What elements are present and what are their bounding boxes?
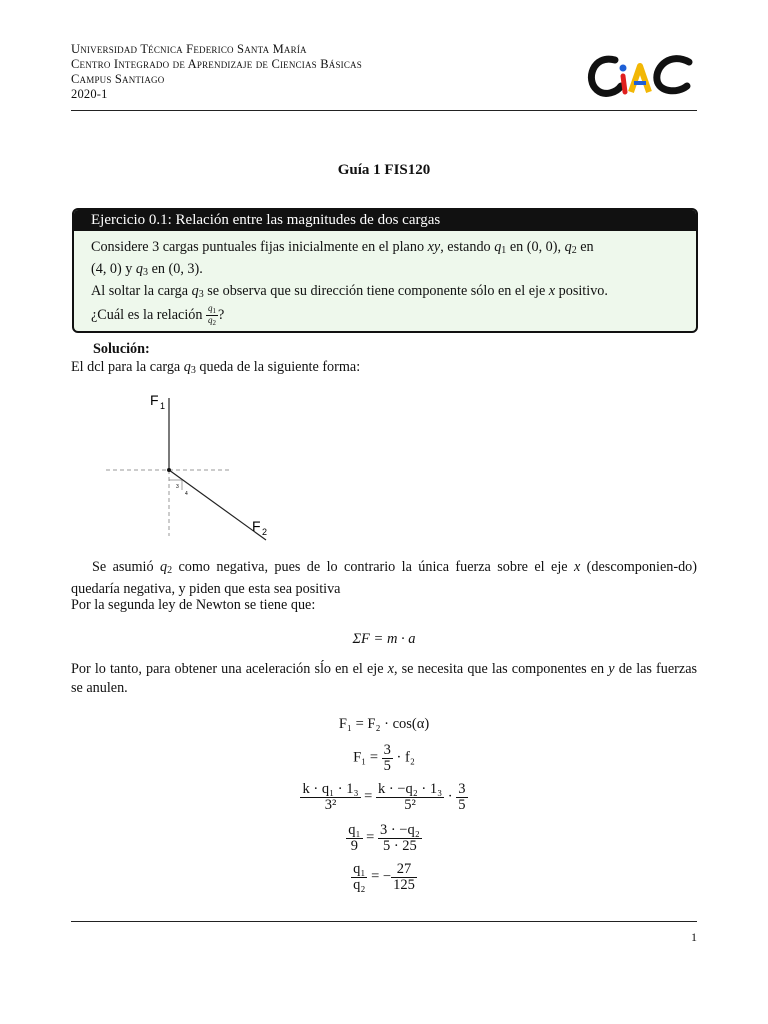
f2-label: F	[252, 518, 261, 534]
equation-2: F₁ = $\frac{3}{5}$ · f₂	[353, 742, 415, 774]
footer-rule	[71, 921, 697, 922]
f1-label: F	[150, 392, 159, 408]
side-4-label: 4	[185, 491, 188, 497]
free-body-diagram	[90, 384, 300, 546]
dcl-intro: El dcl para la carga $q_3$ queda de la siguiente forma:	[71, 359, 361, 376]
equation-1: F₁ = F₂ · cos(α)	[338, 716, 430, 732]
page-header	[71, 42, 697, 111]
newton-equation: ΣF = m · a	[352, 631, 416, 647]
newton-intro: Por la segunda ley de Newton se tiene que:	[71, 597, 316, 613]
university-name: Universidad Técnica Federico Santa María	[71, 42, 307, 56]
exercise-statement: Considere 3 cargas puntuales fijas inicialmente en el plano xy, estando $q_1$ en (0, 0), $q_2$ en (4, 0) y $q_3$ en (0, 3). Al soltar la carga $q_3$ se observa que su dirección tiene componente sólo en el eje x positivo. ¿Cuál es la relación $\frac{q_1}{q_2}$ ?	[91, 239, 608, 327]
center-name: Centro Integrado de Aprendizaje de Ciencias Básicas	[71, 57, 362, 71]
equation-3: $\frac{\text{k · q₁ · 1₃}}{\text{3²}}$ = $\frac{\text{k · −q₂ · 1₃}}{\text{5²}}$ · $\frac{3}{5}$	[302, 781, 466, 813]
ratio-fraction: $\frac{q_1}{q_2}$	[208, 303, 217, 327]
exercise-box	[72, 208, 698, 333]
f2-sub: 2	[262, 527, 268, 537]
side-3-label: 3	[176, 484, 179, 490]
exercise-heading: Ejercicio 0.1: Relación entre las magnitudes de dos cargas	[74, 210, 696, 231]
f1-sub: 1	[160, 401, 166, 411]
page-title: Guía 1 FIS120	[337, 162, 431, 178]
page-number: 1	[691, 930, 697, 944]
equation-4: $\frac{\text{q₁}}{9}$ = $\frac{\text{3 · −q₂}}{5 \cdot 25}$	[348, 822, 420, 854]
semester: 2020-1	[71, 87, 108, 101]
campus-name: Campus Santiago	[71, 72, 165, 86]
solution-heading: Solución:	[93, 341, 150, 357]
conclusion-paragraph: Por lo tanto, para obtener una aceleración sĺo en el eje x, se necesita que las componentes en y de las fuerzas se anulen.	[71, 661, 698, 696]
assumption-paragraph: Se asumió $q_2$ como negativa, pues de lo contrario la única fuerza sobre el eje x (descomponien-do) quedaría negativa, y piden que esta sea positiva	[71, 559, 697, 597]
equation-5: $\frac{\text{q₁}}{\text{q₂}}$ = − $\frac{27}{125}$	[353, 861, 415, 893]
ciac-logo-icon	[585, 46, 697, 104]
